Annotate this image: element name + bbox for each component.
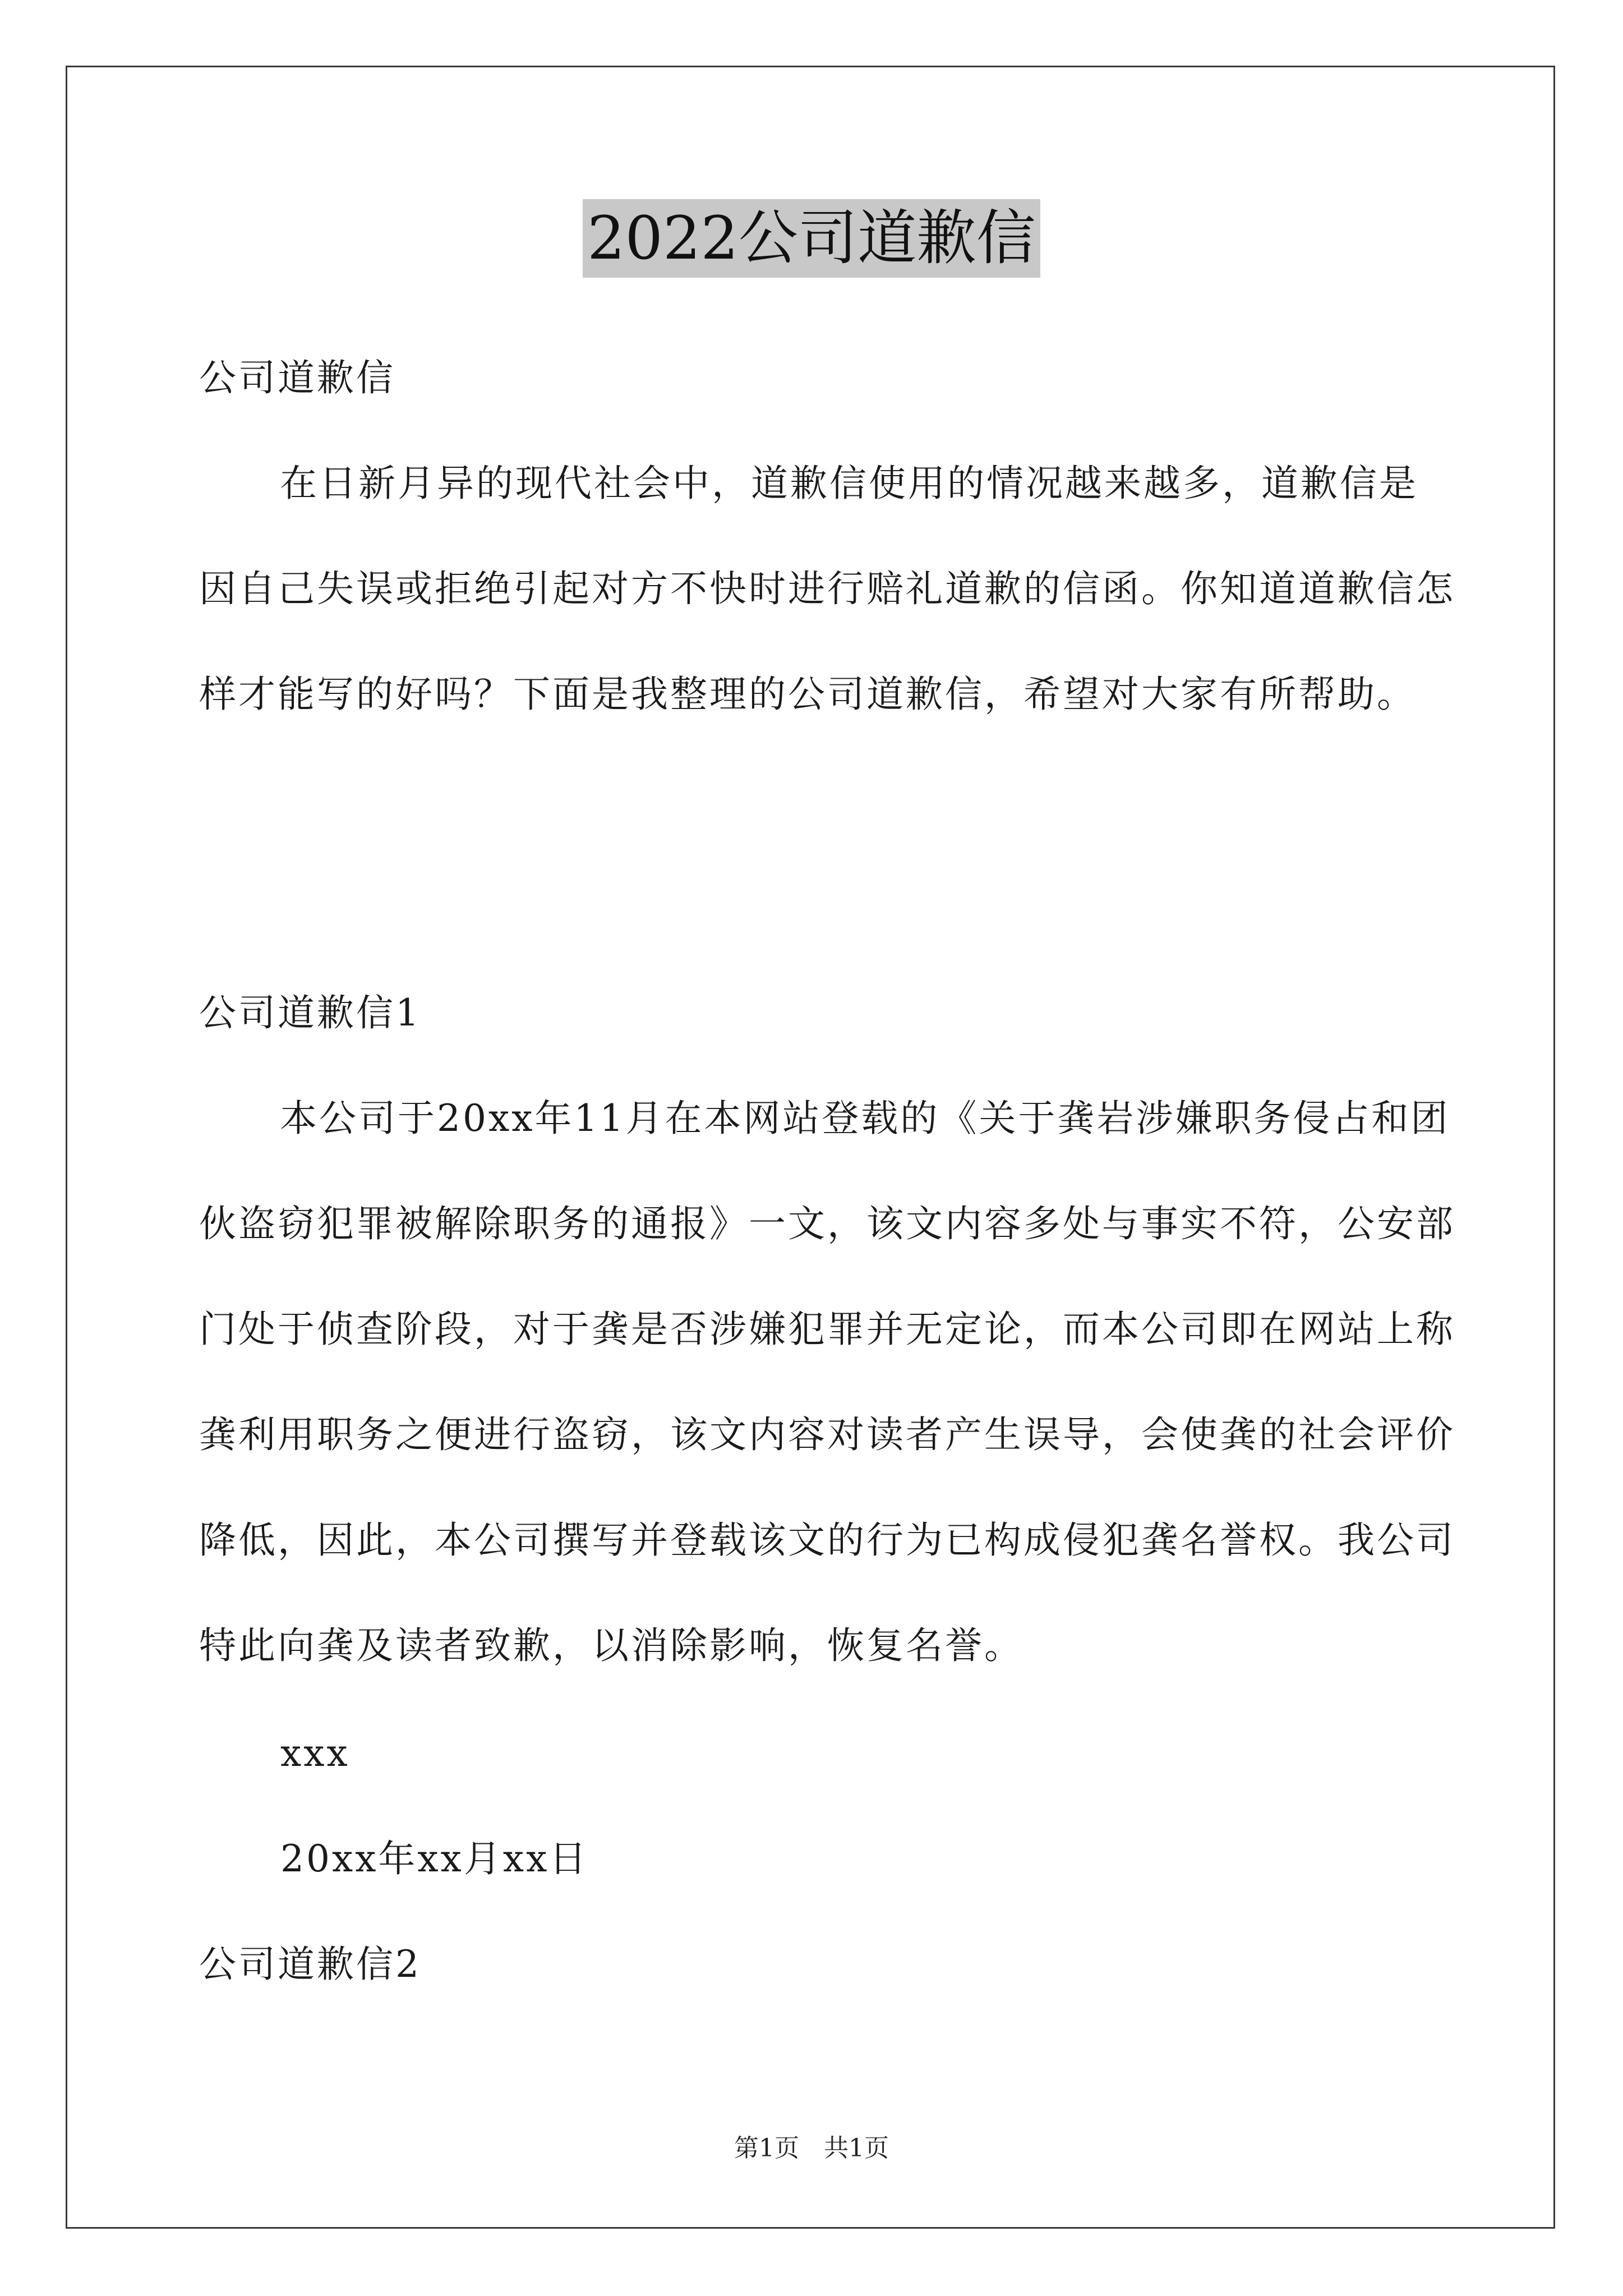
document-title: 2022公司道歉信 — [583, 199, 1040, 278]
letter2-heading: 公司道歉信2 — [199, 1943, 421, 1986]
subtitle: 公司道歉信 — [199, 356, 395, 399]
page-footer: 第1页 共1页 — [734, 2134, 889, 2162]
letter1-heading: 公司道歉信1 — [199, 991, 421, 1034]
intro-paragraph: 在日新月异的现代社会中，道歉信使用的情况越来越多，道歉信是因自己失误或拒绝引起对方不快时进行赔礼道歉的信函。你知道道歉信怎样才能写的好吗？下面是我整理的公司道歉信，希望对大家有所帮助。 — [199, 462, 1455, 716]
title-container — [0, 199, 1623, 278]
letter1-signature: xxx — [280, 1732, 350, 1775]
letter1-body: 本公司于20xx年11月在本网站登载的《关于龚岩涉嫌职务侵占和团伙盗窃犯罪被解除职务的通报》一文，该文内容多处与事实不符，公安部门处于侦查阶段，对于龚是否涉嫌犯罪并无定论，而本公司即在网站上称龚利用职务之便进行盗窃，该文内容对读者产生误导，会使龚的社会评价降低，因此，本公司撰写并登载该文的行为已构成侵犯龚名誉权。我公司特此向龚及读者致歉，以消除影响，恢复名誉。 — [199, 1097, 1455, 1667]
letter1-date: 20xx年xx月xx日 — [280, 1837, 589, 1880]
